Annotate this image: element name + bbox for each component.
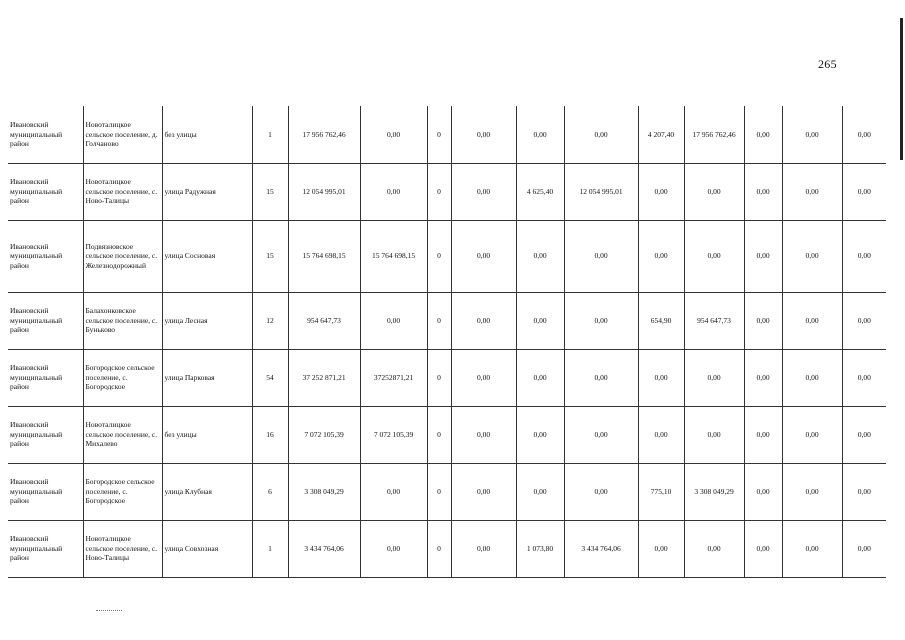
district-cell: Ивановский муниципальный район (8, 106, 83, 163)
settlement-cell: Балахонковское сельское поселение, с. Буньково (83, 292, 162, 349)
street-cell: улица Парковая (162, 349, 252, 406)
value-cell-6: 0,00 (564, 463, 638, 520)
table-row (8, 292, 886, 349)
settlement-cell: Богородское сельское поселение, с. Богородское (83, 349, 162, 406)
value-cell-2: 0,00 (360, 106, 427, 163)
value-cell-3: 0 (427, 163, 451, 220)
count-cell: 12 (252, 292, 288, 349)
value-cell-11: 0,00 (842, 463, 886, 520)
table-row (8, 520, 886, 577)
table-row (8, 106, 886, 163)
value-cell-3: 0 (427, 463, 451, 520)
value-cell-9: 0,00 (744, 163, 782, 220)
street-cell: улица Лесная (162, 292, 252, 349)
value-cell-11: 0,00 (842, 292, 886, 349)
value-cell-5: 1 073,80 (516, 520, 564, 577)
value-cell-1: 3 434 764,06 (288, 520, 360, 577)
value-cell-4: 0,00 (451, 292, 516, 349)
street-cell: улица Радужная (162, 163, 252, 220)
housing-table (8, 106, 886, 578)
value-cell-5: 0,00 (516, 349, 564, 406)
value-cell-8: 0,00 (684, 349, 744, 406)
settlement-cell: Богородское сельское поселение, с. Богородское (83, 463, 162, 520)
value-cell-8: 0,00 (684, 406, 744, 463)
value-cell-6: 0,00 (564, 406, 638, 463)
value-cell-10: 0,00 (782, 349, 842, 406)
value-cell-7: 0,00 (638, 220, 684, 292)
count-cell: 54 (252, 349, 288, 406)
value-cell-4: 0,00 (451, 349, 516, 406)
table-body (8, 106, 886, 577)
value-cell-4: 0,00 (451, 463, 516, 520)
value-cell-1: 7 072 105,39 (288, 406, 360, 463)
value-cell-9: 0,00 (744, 220, 782, 292)
value-cell-5: 4 625,40 (516, 163, 564, 220)
table-row (8, 406, 886, 463)
value-cell-11: 0,00 (842, 106, 886, 163)
value-cell-7: 0,00 (638, 349, 684, 406)
value-cell-9: 0,00 (744, 349, 782, 406)
value-cell-6: 0,00 (564, 349, 638, 406)
value-cell-5: 0,00 (516, 463, 564, 520)
settlement-cell: Новоталицкое сельское поселение, с. Михалево (83, 406, 162, 463)
value-cell-2: 0,00 (360, 463, 427, 520)
value-cell-7: 0,00 (638, 406, 684, 463)
value-cell-6: 0,00 (564, 220, 638, 292)
value-cell-1: 12 054 995,01 (288, 163, 360, 220)
table-row (8, 463, 886, 520)
settlement-cell: Подвязновское сельское поселение, с. Железнодорожный (83, 220, 162, 292)
district-cell: Ивановский муниципальный район (8, 220, 83, 292)
count-cell: 6 (252, 463, 288, 520)
value-cell-2: 37252871,21 (360, 349, 427, 406)
street-cell: улица Клубная (162, 463, 252, 520)
value-cell-5: 0,00 (516, 406, 564, 463)
street-cell: улица Сосновая (162, 220, 252, 292)
value-cell-11: 0,00 (842, 163, 886, 220)
district-cell: Ивановский муниципальный район (8, 292, 83, 349)
value-cell-8: 17 956 762,46 (684, 106, 744, 163)
value-cell-3: 0 (427, 292, 451, 349)
district-cell: Ивановский муниципальный район (8, 520, 83, 577)
value-cell-3: 0 (427, 220, 451, 292)
value-cell-8: 954 647,73 (684, 292, 744, 349)
district-cell: Ивановский муниципальный район (8, 406, 83, 463)
value-cell-1: 3 308 049,29 (288, 463, 360, 520)
value-cell-10: 0,00 (782, 520, 842, 577)
count-cell: 15 (252, 220, 288, 292)
value-cell-9: 0,00 (744, 406, 782, 463)
settlement-cell: Новоталицкое сельское поселение, с. Ново-Талицы (83, 520, 162, 577)
value-cell-4: 0,00 (451, 106, 516, 163)
value-cell-4: 0,00 (451, 520, 516, 577)
value-cell-10: 0,00 (782, 292, 842, 349)
scan-artifact (96, 610, 122, 614)
scan-edge-bar (900, 18, 903, 160)
value-cell-9: 0,00 (744, 463, 782, 520)
value-cell-6: 12 054 995,01 (564, 163, 638, 220)
value-cell-9: 0,00 (744, 106, 782, 163)
value-cell-1: 37 252 871,21 (288, 349, 360, 406)
value-cell-2: 0,00 (360, 163, 427, 220)
value-cell-10: 0,00 (782, 463, 842, 520)
value-cell-11: 0,00 (842, 520, 886, 577)
value-cell-7: 4 207,40 (638, 106, 684, 163)
value-cell-1: 17 956 762,46 (288, 106, 360, 163)
value-cell-6: 3 434 764,06 (564, 520, 638, 577)
district-cell: Ивановский муниципальный район (8, 163, 83, 220)
value-cell-4: 0,00 (451, 220, 516, 292)
street-cell: без улицы (162, 106, 252, 163)
value-cell-8: 0,00 (684, 520, 744, 577)
value-cell-7: 775,10 (638, 463, 684, 520)
value-cell-6: 0,00 (564, 292, 638, 349)
value-cell-2: 15 764 698,15 (360, 220, 427, 292)
table-row (8, 220, 886, 292)
value-cell-3: 0 (427, 406, 451, 463)
value-cell-10: 0,00 (782, 106, 842, 163)
page-number: 265 (818, 57, 837, 71)
value-cell-3: 0 (427, 349, 451, 406)
street-cell: без улицы (162, 406, 252, 463)
value-cell-11: 0,00 (842, 349, 886, 406)
value-cell-10: 0,00 (782, 163, 842, 220)
value-cell-2: 0,00 (360, 520, 427, 577)
street-cell: улица Совхозная (162, 520, 252, 577)
value-cell-7: 0,00 (638, 163, 684, 220)
count-cell: 1 (252, 106, 288, 163)
settlement-cell: Новоталицкое сельское поселение, с. Ново-Талицы (83, 163, 162, 220)
table-row (8, 163, 886, 220)
value-cell-4: 0,00 (451, 163, 516, 220)
value-cell-1: 954 647,73 (288, 292, 360, 349)
table-row (8, 349, 886, 406)
value-cell-8: 3 308 049,29 (684, 463, 744, 520)
value-cell-7: 0,00 (638, 520, 684, 577)
count-cell: 16 (252, 406, 288, 463)
value-cell-10: 0,00 (782, 406, 842, 463)
value-cell-2: 0,00 (360, 292, 427, 349)
value-cell-10: 0,00 (782, 220, 842, 292)
value-cell-1: 15 764 698,15 (288, 220, 360, 292)
district-cell: Ивановский муниципальный район (8, 349, 83, 406)
settlement-cell: Новоталицкое сельское поселение, д. Голчаново (83, 106, 162, 163)
value-cell-7: 654,90 (638, 292, 684, 349)
district-cell: Ивановский муниципальный район (8, 463, 83, 520)
value-cell-3: 0 (427, 520, 451, 577)
value-cell-3: 0 (427, 106, 451, 163)
value-cell-2: 7 072 105,39 (360, 406, 427, 463)
value-cell-5: 0,00 (516, 292, 564, 349)
value-cell-6: 0,00 (564, 106, 638, 163)
value-cell-9: 0,00 (744, 520, 782, 577)
value-cell-8: 0,00 (684, 220, 744, 292)
count-cell: 15 (252, 163, 288, 220)
value-cell-11: 0,00 (842, 220, 886, 292)
count-cell: 1 (252, 520, 288, 577)
value-cell-11: 0,00 (842, 406, 886, 463)
value-cell-4: 0,00 (451, 406, 516, 463)
value-cell-5: 0,00 (516, 220, 564, 292)
value-cell-8: 0,00 (684, 163, 744, 220)
value-cell-9: 0,00 (744, 292, 782, 349)
value-cell-5: 0,00 (516, 106, 564, 163)
